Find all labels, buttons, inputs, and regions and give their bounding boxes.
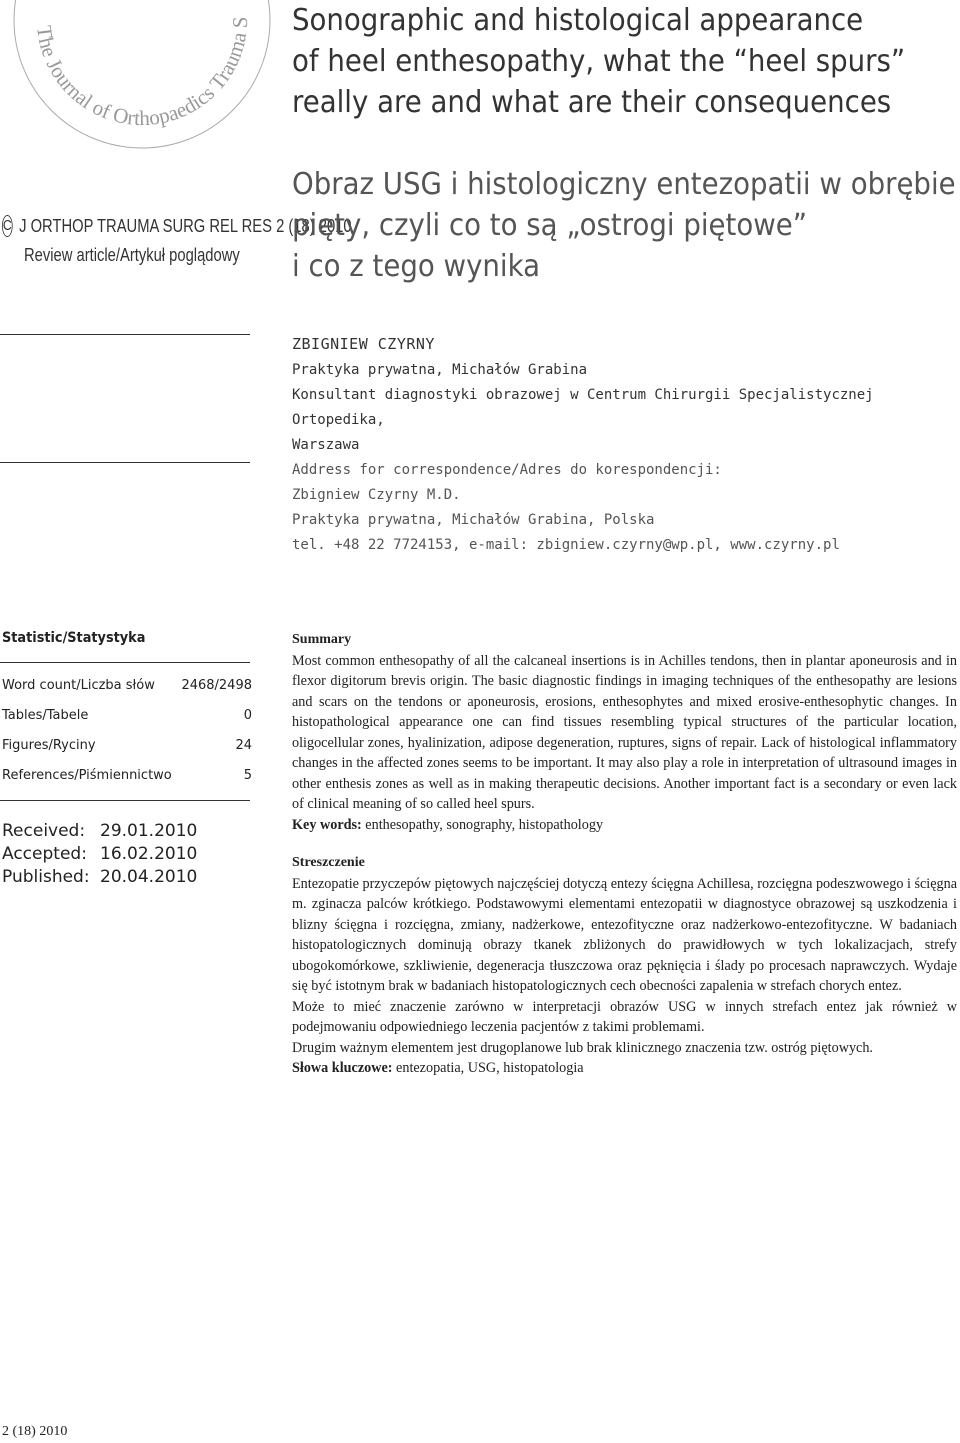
author-block	[292, 332, 952, 458]
stat-row: Figures/Ryciny 24	[2, 738, 252, 753]
title-english: Sonographic and histological appearance of heel enthesopathy, what the “heel spurs” really are and what are their consequences	[292, 3, 906, 120]
correspondence-block	[292, 458, 952, 558]
journal-citation: J ORTHOP TRAUMA SURG REL RES 2 (18) 2010	[19, 215, 352, 236]
author-affiliation-3: Warszawa	[292, 437, 360, 453]
date-published: Published: 20.04.2010	[2, 867, 198, 887]
page-footer-issue: 2 (18) 2010	[2, 1424, 68, 1439]
streszczenie-text-3: Drugim ważnym elementem jest drugoplanowe lub brak klinicznego znaczenia tzw. ostróg piętowych.	[292, 1039, 873, 1056]
author-affiliation-1: Praktyka prywatna, Michałów Grabina	[292, 362, 588, 378]
date-received: Received: 29.01.2010	[2, 821, 198, 841]
journal-seal	[2, 0, 282, 160]
statistics-panel	[2, 630, 252, 654]
date-accepted: Accepted: 16.02.2010	[2, 844, 198, 864]
seal-text: The Journal of Orthopaedics Trauma S	[32, 16, 253, 131]
streszczenie-heading: Streszczenie	[292, 855, 365, 870]
svg-text:The Journal of Orthopaedics Tr	[2, 0, 252, 130]
dates-block	[2, 820, 262, 889]
stat-row: References/Piśmiennictwo 5	[2, 768, 252, 783]
divider-stats-bottom	[0, 800, 250, 801]
summary-keywords: Key words: enthesopathy, sonography, histopathology	[292, 816, 604, 833]
correspondence-label: Address for correspondence/Adres do korespondencji:	[292, 462, 722, 478]
correspondence-place: Praktyka prywatna, Michałów Grabina, Polska	[292, 512, 655, 528]
copyright-icon: C	[2, 215, 13, 237]
streszczenie-text-1: Entezopatie przyczepów piętowych najczęściej dotyczą entezy ścięgna Achillesa, rozcięgna podeszwowego i ścięgna m. zginacza palców krótkiego. Podstawowymi elementami entezopatii w diagnostyce obrazowej są uszkodzenia i blizny ścięgna i rozcięgna, zmiany, nadżerkowe, entezofityczne oraz nadżerkowo-entezofityczne. W badaniach histopatologicznych dominują obrazy tkanek zbliżonych do prawidłowych w tych lokalizacjach, strefy ubogokomórkowe, szkliwienie, degeneracja tłuszczowa oraz pęknięcia i ślady po procesach naprawczych. Wydaje się być istotnym brak w badaniach histopatologicznych cech obecności zapalenia w strefach chorych entez.	[292, 875, 957, 994]
streszczenie-text-2: Może to mieć znaczenie zarówno w interpretacji obrazów USG w innych strefach entez jak również w podejmowaniu odpowiedniego leczenia pacjentów z takimi problemami.	[292, 998, 957, 1035]
correspondence-name: Zbigniew Czyrny M.D.	[292, 487, 461, 503]
statistics-list	[2, 671, 252, 791]
correspondence-contact[interactable]: tel. +48 22 7724153, e-mail: zbigniew.czyrny@wp.pl, www.czyrny.pl	[292, 537, 840, 553]
summary-heading: Summary	[292, 632, 352, 647]
stat-row: Tables/Tabele 0	[2, 708, 252, 723]
divider-author	[0, 334, 250, 335]
statistics-heading: Statistic/Statystyka	[2, 630, 146, 646]
title-polish: Obraz USG i histologiczny entezopatii w obrębie pięty, czyli co to są „ostrogi piętowe” i co z tego wynika	[292, 167, 956, 284]
stat-row: Word count/Liczba słów 2468/2498	[2, 678, 252, 693]
divider-stats-top	[0, 662, 250, 663]
summary-text: Most common enthesopathy of all the calcaneal insertions is in Achilles tendons, then in plantar aponeurosis and in flexor digitorum brevis origin. The basic diagnostic findings in imaging techniques of the enthesopathy are lesions and scars on the tendons or aponeurosis, erosions, enthesophytes and mixed erosive-enthesophytic changes. In histopathological appearance one can find tissues resembling typical structures of the particular location, oligocellular zones, hyalinization, adipose degeneration, ruptures, signs of repair. Lack of histological inflammatory changes in the affected zones seems to be important. It may also play a role in interpretation of ultrasound images in other enthesis zones as well as in making therapeutic decisions. Another important fact is a secondary or even lack of clinical meaning of so called heel spurs.	[292, 652, 957, 812]
article-type: Review article/Artykuł poglądowy	[24, 245, 240, 265]
author-name: ZBIGNIEW CZYRNY	[292, 335, 435, 353]
streszczenie-keywords: Słowa kluczowe: entezopatia, USG, histopatologia	[292, 1060, 584, 1076]
abstract-column	[292, 630, 957, 1079]
journal-citation-block	[2, 215, 352, 266]
divider-address	[0, 462, 250, 463]
author-affiliation-2: Konsultant diagnostyki obrazowej w Centrum Chirurgii Specjalistycznej Ortopedika,	[292, 387, 874, 428]
